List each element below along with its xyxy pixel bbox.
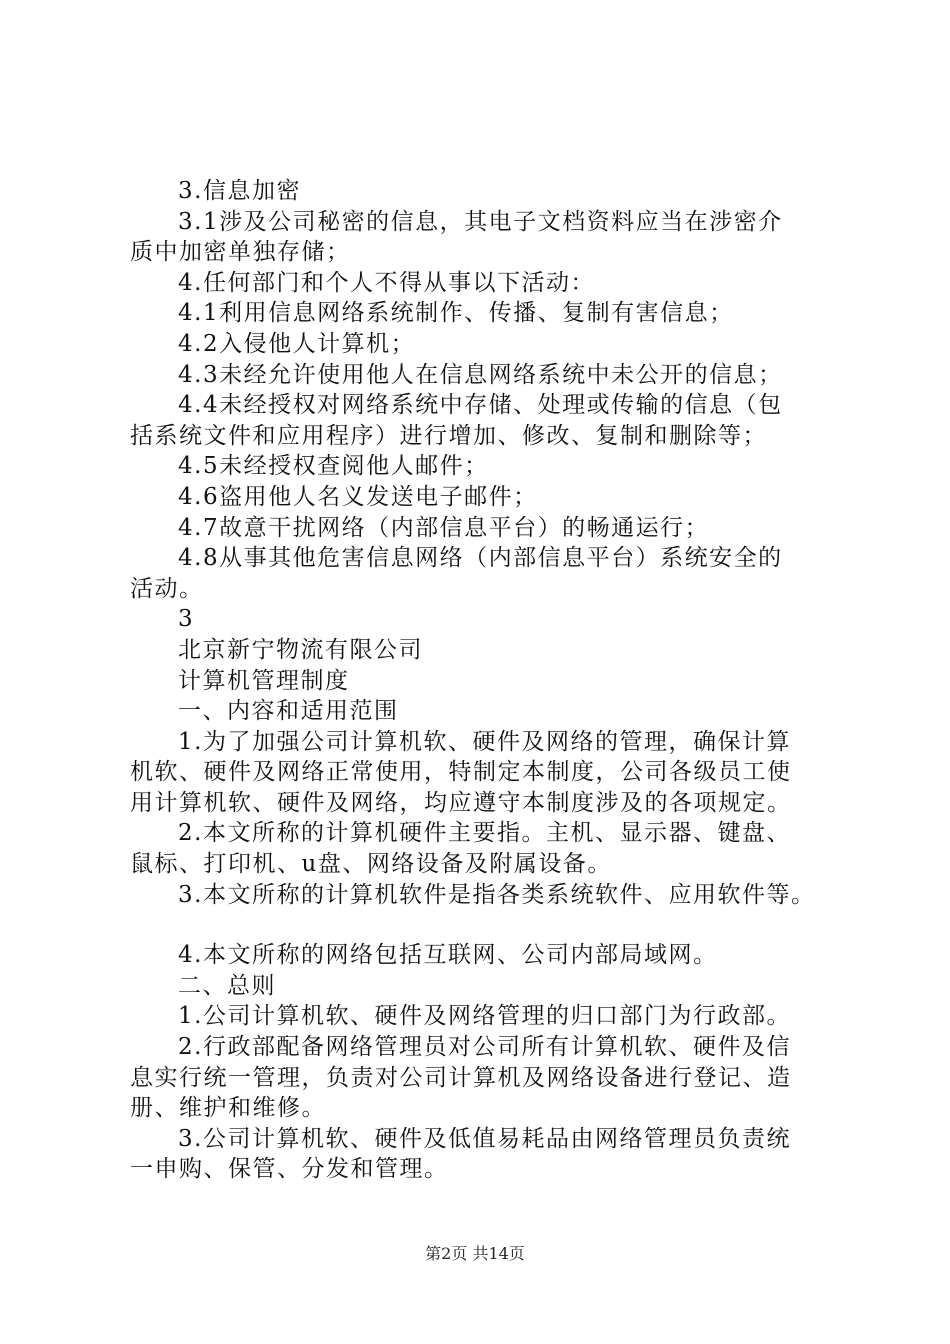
paragraph-line: 4.任何部门和个人不得从事以下活动： [178,269,595,296]
paragraph-line: 4.6盗用他人名义发送电子邮件； [178,483,538,510]
paragraph-line: 括系统文件和应用程序）进行增加、修改、复制和删除等； [130,422,767,449]
section-heading-general: 二、总则 [178,972,276,999]
paragraph-line: 4.7故意干扰网络（内部信息平台）的畅通运行； [178,514,710,541]
paragraph-line: 3.1涉及公司秘密的信息，其电子文档资料应当在涉密介 [178,208,783,235]
page-number-footer: 第2页 共14页 [425,1244,525,1263]
paragraph-line: 2.行政部配备网络管理员对公司所有计算机软、硬件及信 [178,1034,791,1061]
paragraph-line: 4.1利用信息网络系统制作、传播、复制有害信息； [178,300,734,327]
company-name: 北京新宁物流有限公司 [178,636,423,663]
paragraph-line: 4.4未经授权对网络系统中存储、处理或传输的信息（包 [178,392,783,419]
paragraph-line: 活动。 [130,575,204,602]
blank-line [130,910,830,940]
paragraph-line: 用计算机软、硬件及网络，均应遵守本制度涉及的各项规定。 [130,789,792,816]
heading-info-encryption: 3.信息加密 [178,178,301,204]
paragraph-line: 鼠标、打印机、u盘、网络设备及附属设备。 [130,851,612,878]
paragraph-line: 机软、硬件及网络正常使用，特制定本制度，公司各级员工使 [130,759,792,786]
paragraph-line: 4.8从事其他危害信息网络（内部信息平台）系统安全的 [178,545,783,572]
paragraph-line: 质中加密单独存储； [130,239,351,266]
paragraph-line: 4.5未经授权查阅他人邮件； [178,453,489,480]
document-body [130,176,830,1185]
section-heading-scope: 一、内容和适用范围 [178,698,399,725]
paragraph-line: 1.公司计算机软、硬件及网络管理的归口部门为行政部。 [178,1003,791,1030]
paragraph-line: 1.为了加强公司计算机软、硬件及网络的管理，确保计算 [178,728,791,755]
paragraph-line: 2.本文所称的计算机硬件主要指。主机、显示器、键盘、 [178,820,791,847]
paragraph-line: 一申购、保管、分发和管理。 [130,1156,449,1183]
document-title: 计算机管理制度 [178,667,350,694]
paragraph-line: 3.本文所称的计算机软件是指各类系统软件、应用软件等。 [178,881,816,908]
paragraph-line: 息实行统一管理，负责对公司计算机及网络设备进行登记、造 [130,1064,792,1091]
paragraph-line: 4.3未经允许使用他人在信息网络系统中未公开的信息； [178,361,783,388]
section-number: 3 [178,606,195,633]
paragraph-line: 册、维护和维修。 [130,1095,326,1122]
paragraph-line: 4.本文所称的网络包括互联网、公司内部局域网。 [178,942,718,969]
paragraph-line: 3.公司计算机软、硬件及低值易耗品由网络管理员负责统 [178,1125,791,1152]
paragraph-line: 4.2入侵他人计算机； [178,330,416,357]
